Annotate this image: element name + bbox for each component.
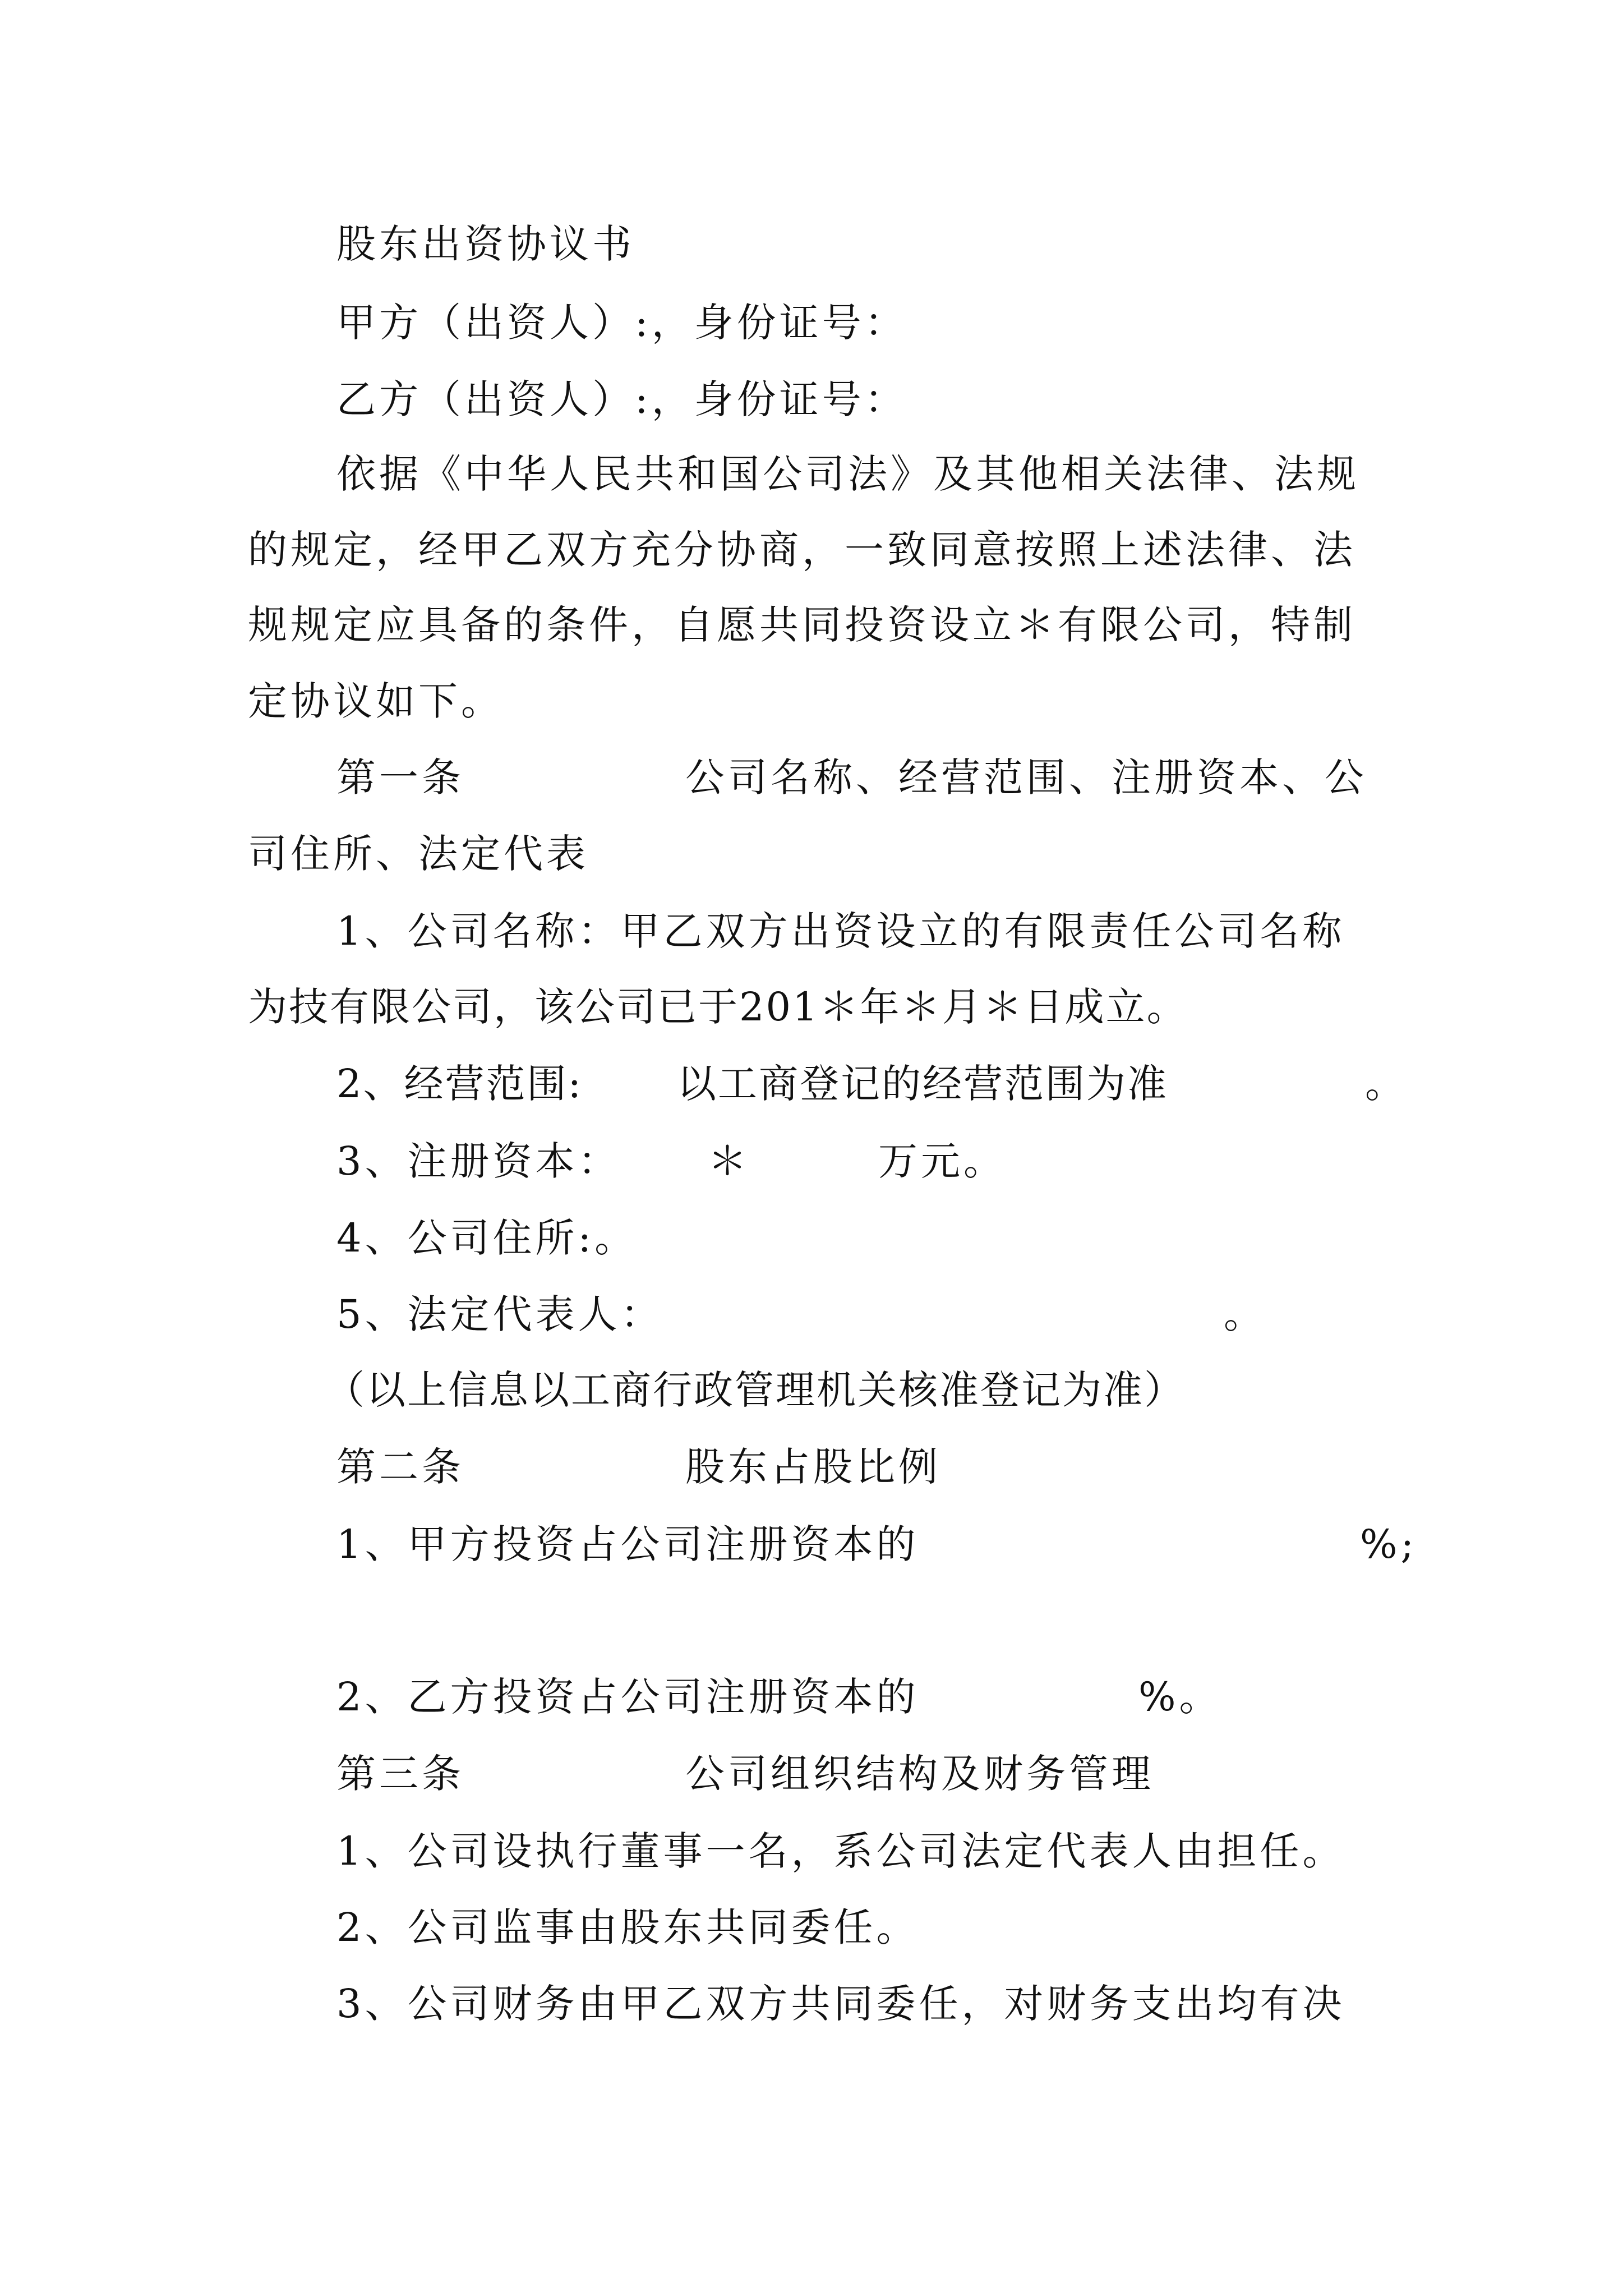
article2-item2-end: %。 [1138,1674,1222,1720]
party-a-line: 甲方（出资人）:，身份证号： [336,300,907,346]
article1-item1-line-2: 为技有限公司，该公司已于201＊年＊月＊日成立。 [248,984,1188,1030]
article2-item1-text: 1、甲方投资占公司注册资本的 [336,1521,919,1567]
article1-item3-unit: 万元。 [878,1138,1006,1184]
article1-heading-line-2: 司住所、法定代表 [248,831,589,877]
article3-item3: 3、公司财务由甲乙双方共同委任，对财务支出均有决 [336,1981,1345,2027]
preamble-line-2: 的规定，经甲乙双方充分协商，一致同意按照上述法律、法 [248,527,1356,573]
article2-item2-text: 2、乙方投资占公司注册资本的 [336,1674,919,1720]
preamble-line-1: 依据《中华人民共和国公司法》及其他相关法律、法规 [336,451,1359,497]
article3-item1: 1、公司设执行董事一名，系公司法定代表人由担任。 [336,1828,1345,1874]
article2-heading: 股东占股比例 [685,1444,941,1490]
document-title: 股东出资协议书 [336,221,635,267]
party-b-line: 乙方（出资人）:，身份证号： [336,376,907,422]
preamble-line-3: 规规定应具备的条件，自愿共同投资设立＊有限公司，特制 [248,602,1356,648]
article1-item2-end: 。 [1365,1061,1408,1107]
article1-note: （以上信息以工商行政管理机关核准登记为准） [325,1367,1185,1413]
article1-item2-label: 2、经营范围: [336,1061,583,1107]
article1-item5-label: 5、法定代表人： [336,1291,663,1337]
preamble-line-4: 定协议如下。 [248,678,504,724]
article2-item1-end: %; [1360,1521,1418,1567]
article1-item2-value: 以工商登记的经营范围为准 [677,1061,1168,1107]
article1-heading-line-1: 公司名称、经营范围、注册资本、公 [685,754,1367,800]
article1-item3-value: ＊ [708,1138,750,1184]
article1-item1-line-1: 1、公司名称：甲乙双方出资设立的有限责任公司名称 [336,908,1345,954]
article3-label: 第三条 [336,1751,464,1797]
article2-label: 第二条 [336,1444,464,1490]
article3-heading: 公司组织结构及财务管理 [685,1751,1154,1797]
article1-item5-end: 。 [1224,1291,1266,1337]
article3-item2: 2、公司监事由股东共同委任。 [336,1904,919,1950]
article1-item3-label: 3、注册资本： [336,1138,621,1184]
article1-label: 第一条 [336,754,464,800]
article1-item4: 4、公司住所:。 [336,1215,638,1261]
